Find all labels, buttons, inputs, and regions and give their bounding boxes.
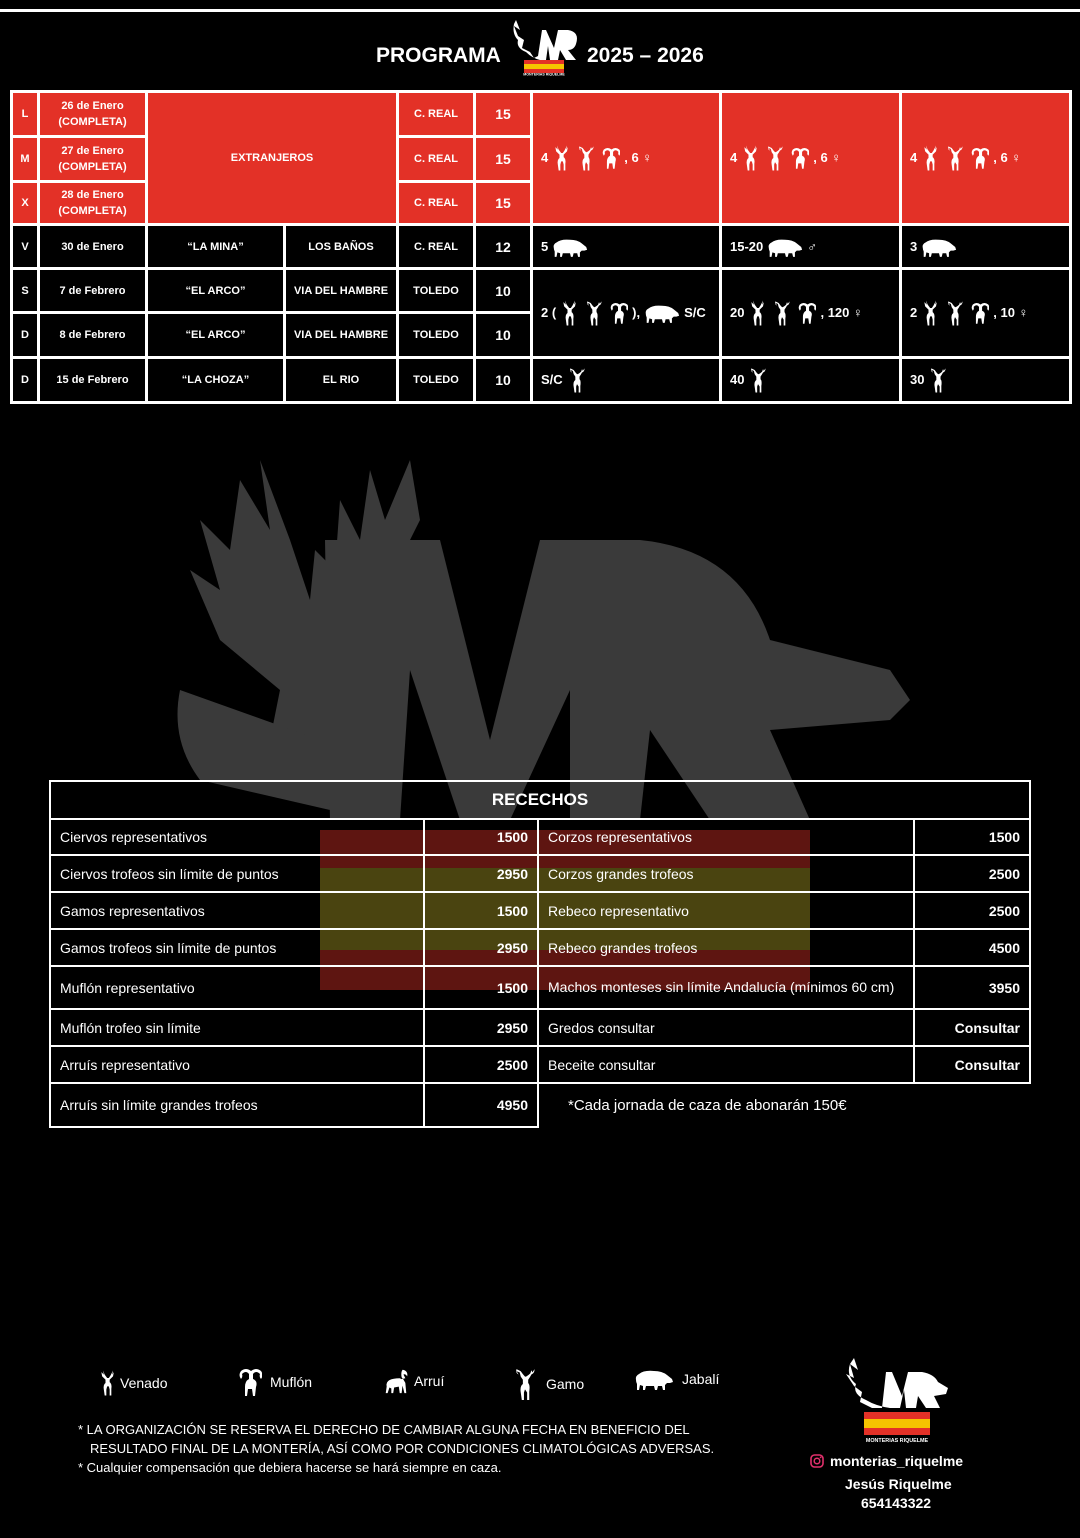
province-cell: TOLEDO [399,359,473,401]
program-table [10,90,1072,404]
legend-item [634,1367,719,1391]
arrui-icon [382,1367,410,1395]
species-cell [533,359,719,401]
place-cell: VIA DEL HAMBRE [286,270,396,311]
mouflon-icon [969,300,989,326]
species-cell [533,226,719,267]
species-count: 30 [910,372,925,387]
gamo-icon [512,1367,538,1401]
gamo-icon [945,144,965,172]
legend-label: Gamo [546,1376,585,1392]
price-value: 2950 [423,928,539,967]
species-count: 3 [910,238,918,254]
venado-icon [741,144,761,172]
province-cell: TOLEDO [399,314,473,356]
header-title: PROGRAMA [376,44,501,67]
species-female-count: , 10 ♀ [993,305,1029,320]
price-label: Rebeco representativo [537,891,915,930]
boar-icon [552,236,588,258]
place-cell: VIA DEL HAMBRE [286,314,396,356]
gamo-icon [945,299,965,327]
contact-phone[interactable]: 654143322 [861,1495,932,1511]
finca-cell: “EL ARCO” [148,270,283,311]
price-label: Corzos representativos [537,818,915,856]
header [0,18,1080,78]
species-count: 40 [730,372,745,387]
species-female-count: , 6 ♀ [813,150,842,165]
legend-item [382,1367,444,1395]
species-cell [902,93,1069,223]
species-sex: ♂ [807,238,817,254]
legend-item [98,1367,168,1399]
hunters-cell: 10 [476,270,530,311]
day-cell: M [13,138,37,180]
hunters-cell: 10 [476,359,530,401]
species-count: 15-20 [730,238,764,254]
disclaimer-line: RESULTADO FINAL DE LA MONTERÍA, ASÍ COMO POR CONDICIONES CLIMATOLÓGICAS ADVERSAS. [90,1441,715,1456]
species-legend [0,1367,760,1407]
footer-logo-icon [842,1356,952,1444]
instagram-text: monterias_riquelme [830,1453,964,1469]
price-value: 1500 [913,818,1031,856]
venado-icon [748,299,768,327]
contact-name: Jesús Riquelme [845,1476,952,1492]
day-cell: L [13,93,37,135]
venado-icon [921,144,941,172]
province-cell: TOLEDO [399,270,473,311]
hunters-cell: 12 [476,226,530,267]
legend-label: Venado [120,1375,168,1391]
mouflon-icon [608,300,628,326]
species-count: 4 [541,150,549,165]
venado-icon [552,144,572,172]
date-cell: 30 de Enero [40,226,145,267]
province-cell: C. REAL [399,183,473,223]
boar-icon [644,302,680,324]
date-cell: 8 de Febrero [40,314,145,356]
species-female-count: , 6 ♀ [624,150,653,165]
gamo-icon [567,366,587,394]
price-label: Beceite consultar [537,1045,915,1084]
finca-cell: “LA MINA” [148,226,283,267]
species-count: 4 [730,150,738,165]
mouflon-icon [236,1367,262,1397]
finca-extranjeros: EXTRANJEROS [148,93,396,223]
price-label: Arruís sin límite grandes trofeos [49,1082,425,1128]
species-cell [533,93,719,223]
price-value: 2950 [423,1008,539,1047]
day-cell: S [13,270,37,311]
mouflon-icon [789,145,809,171]
venado-icon [98,1367,118,1399]
finca-cell: “LA CHOZA” [148,359,283,401]
price-value: 2500 [423,1045,539,1084]
species-cell [722,93,899,223]
species-count: S/C [541,372,563,387]
gamo-icon [772,299,792,327]
hunters-cell: 15 [476,93,530,135]
mouflon-icon [600,145,620,171]
species-count: 2 [910,305,918,320]
species-female-count: , 120 ♀ [820,305,863,320]
province-cell: C. REAL [399,138,473,180]
species-cell [533,270,719,356]
recechos-table [49,780,1031,1128]
gamo-icon [576,144,596,172]
day-cell: D [13,359,37,401]
species-cell [902,226,1069,267]
price-value: 2500 [913,891,1031,930]
price-value: 4950 [423,1082,539,1128]
species-separator: ), [632,305,641,320]
price-label: Arruís representativo [49,1045,425,1084]
date-cell: 15 de Febrero [40,359,145,401]
day-cell: D [13,314,37,356]
price-label: Rebeco grandes trofeos [537,928,915,967]
legend-label: Jabalí [682,1371,720,1387]
price-value: 1500 [423,965,539,1010]
gamo-icon [748,366,768,394]
season-title: 2025 – 2026 [587,44,704,67]
hunters-cell: 15 [476,138,530,180]
price-label: Ciervos trofeos sin límite de puntos [49,854,425,893]
disclaimer-line: * LA ORGANIZACIÓN SE RESERVA EL DERECHO DE CAMBIAR ALGUNA FECHA EN BENEFICIO DEL [78,1422,690,1437]
svg-text:MONTERIAS RIQUELME: MONTERIAS RIQUELME [865,1438,929,1444]
jornada-note: *Cada jornada de caza de abonarán 150€ [568,1097,847,1114]
instagram-handle[interactable] [810,1453,963,1469]
species-cell [722,226,899,267]
hunters-cell: 15 [476,183,530,223]
gamo-icon [765,144,785,172]
species-count: 4 [910,150,918,165]
species-female-count: , 6 ♀ [993,150,1022,165]
top-rule [0,9,1080,12]
legend-label: Arruí [414,1373,445,1389]
price-label: Muflón trofeo sin límite [49,1008,425,1047]
price-value: 3950 [913,965,1031,1010]
hunters-cell: 10 [476,314,530,356]
price-label: Muflón representativo [49,965,425,1010]
price-label: Gredos consultar [537,1008,915,1047]
gamo-icon [584,299,604,327]
boar-icon [921,236,957,258]
price-label: Corzos grandes trofeos [537,854,915,893]
province-cell: C. REAL [399,93,473,135]
mouflon-icon [969,145,989,171]
species-cell [902,270,1069,356]
species-cell [902,359,1069,401]
price-value: Consultar [913,1008,1031,1047]
province-cell: C. REAL [399,226,473,267]
brand-logo-icon [506,18,582,76]
disclaimer [78,1420,738,1477]
species-cell [722,359,899,401]
date-cell: 28 de Enero (COMPLETA) [40,183,145,223]
legend-item [236,1367,312,1397]
legend-label: Muflón [270,1374,313,1390]
boar-icon [634,1367,674,1391]
price-label: Machos monteses sin límite Andalucía (mínimos 60 cm) [537,965,915,1010]
species-cell [722,270,899,356]
species-note: S/C [684,305,706,320]
finca-cell: “EL ARCO” [148,314,283,356]
boar-icon [767,236,803,258]
day-cell: X [13,183,37,223]
disclaimer-line: * Cualquier compensación que debiera hacerse se hará siempre en caza. [78,1460,502,1475]
svg-text:MONTERIAS RIQUELME: MONTERIAS RIQUELME [523,72,565,76]
venado-icon [560,299,580,327]
place-cell: EL RIO [286,359,396,401]
price-label: Gamos trofeos sin límite de puntos [49,928,425,967]
price-value: 1500 [423,818,539,856]
place-cell: LOS BAÑOS [286,226,396,267]
species-count: 5 [541,238,549,254]
venado-icon [921,299,941,327]
recechos-title: RECECHOS [49,780,1031,820]
species-count: 20 [730,305,745,320]
date-cell: 7 de Febrero [40,270,145,311]
gamo-icon [928,366,948,394]
species-count: 2 ( [541,305,557,320]
day-cell: V [13,226,37,267]
legend-item [512,1367,584,1401]
date-cell: 27 de Enero (COMPLETA) [40,138,145,180]
price-value: 2500 [913,854,1031,893]
mouflon-icon [796,300,816,326]
price-label: Ciervos representativos [49,818,425,856]
price-value: 4500 [913,928,1031,967]
price-value: 2950 [423,854,539,893]
price-label: Gamos representativos [49,891,425,930]
price-value: 1500 [423,891,539,930]
date-cell: 26 de Enero (COMPLETA) [40,93,145,135]
price-value: Consultar [913,1045,1031,1084]
instagram-icon [810,1454,824,1468]
